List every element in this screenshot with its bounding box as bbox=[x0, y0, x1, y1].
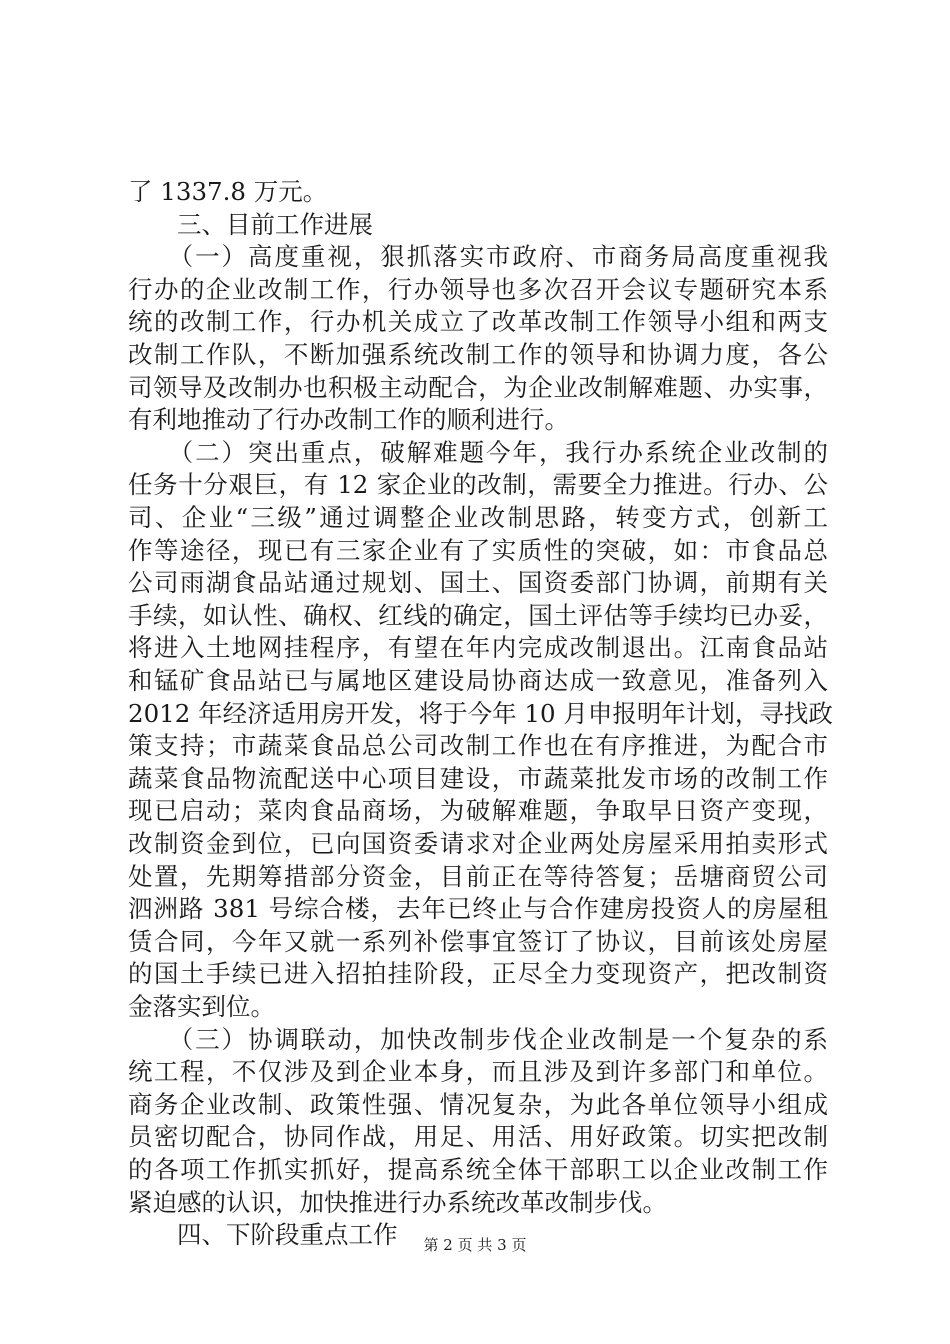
page-footer: 第 2 页 共 3 页 bbox=[423, 1236, 527, 1254]
text-line: 作等途径，现已有三家企业有了实质性的突破，如：市食品总 bbox=[128, 535, 828, 565]
text-line: 2012 年经济适用房开发，将于今年 10 月申报明年计划，寻找政 bbox=[128, 698, 833, 728]
text-line: （一）高度重视，狠抓落实市政府、市商务局高度重视我 bbox=[128, 242, 828, 272]
text-line: 现已启动；菜肉食品商场，为破解难题，争取早日资产变现， bbox=[128, 796, 828, 826]
text-line: 四、下阶段重点工作 bbox=[128, 1220, 398, 1250]
text-line: 统工程，不仅涉及到企业本身，而且涉及到许多部门和单位。 bbox=[128, 1057, 828, 1087]
text-line: 策支持；市蔬菜食品总公司改制工作也在有序推进，为配合市 bbox=[128, 731, 828, 761]
text-line: 和锰矿食品站已与属地区建设局协商达成一致意见，准备列入 bbox=[128, 666, 828, 695]
text-line: 三、目前工作进展 bbox=[128, 209, 373, 239]
text-line: 泗洲路 381 号综合楼，去年已终止与合作建房投资人的房屋租 bbox=[128, 894, 828, 924]
text-line: 改制资金到位，已向国资委请求对企业两处房屋采用拍卖形式 bbox=[128, 829, 828, 858]
text-line: （三）协调联动，加快改制步伐企业改制是一个复杂的系 bbox=[128, 1024, 828, 1054]
text-line: 的国土手续已进入招拍挂阶段，正尽全力变现资产，把改制资 bbox=[128, 959, 828, 989]
text-line: 员密切配合，协同作战，用足、用活、用好政策。切实把改制 bbox=[128, 1122, 828, 1152]
text-line: 处置，先期筹措部分资金，目前正在等待答复；岳塘商贸公司 bbox=[128, 861, 828, 891]
text-line: 紧迫感的认识，加快推进行办系统改革改制步伐。 bbox=[128, 1187, 667, 1217]
text-line: 蔬菜食品物流配送中心项目建设，市蔬菜批发市场的改制工作 bbox=[128, 763, 828, 793]
text-line: （二）突出重点，破解难题今年，我行办系统企业改制的 bbox=[128, 437, 828, 467]
text-line: 任务十分艰巨，有 12 家企业的改制，需要全力推进。行办、公 bbox=[128, 470, 828, 500]
text-line: 金落实到位。 bbox=[128, 992, 275, 1021]
text-line: 司、企业“三级”通过调整企业改制思路，转变方式，创新工 bbox=[128, 503, 828, 532]
text-line: 公司雨湖食品站通过规划、国土、国资委部门协调，前期有关 bbox=[128, 568, 828, 598]
text-line: 将进入土地网挂程序，有望在年内完成改制退出。江南食品站 bbox=[128, 633, 828, 663]
text-line: 的各项工作抓实抓好，提高系统全体干部职工以企业改制工作 bbox=[128, 1155, 828, 1184]
text-line: 手续，如认性、确权、红线的确定，国土评估等手续均已办妥， bbox=[128, 600, 828, 630]
text-line: 改制工作队，不断加强系统改制工作的领导和协调力度，各公 bbox=[128, 340, 828, 369]
text-line: 商务企业改制、政策性强、情况复杂，为此各单位领导小组成 bbox=[128, 1089, 828, 1119]
text-line: 司领导及改制办也积极主动配合，为企业改制解难题、办实事， bbox=[128, 372, 828, 402]
text-line: 赁合同，今年又就一系列补偿事宜签订了协议，目前该处房屋 bbox=[128, 926, 828, 956]
text-line: 行办的企业改制工作，行办领导也多次召开会议专题研究本系 bbox=[128, 274, 828, 304]
text-line: 了 1337.8 万元。 bbox=[128, 177, 328, 206]
text-line: 统的改制工作，行办机关成立了改革改制工作领导小组和两支 bbox=[128, 307, 828, 337]
text-line: 有利地推动了行办改制工作的顺利进行。 bbox=[128, 405, 569, 435]
